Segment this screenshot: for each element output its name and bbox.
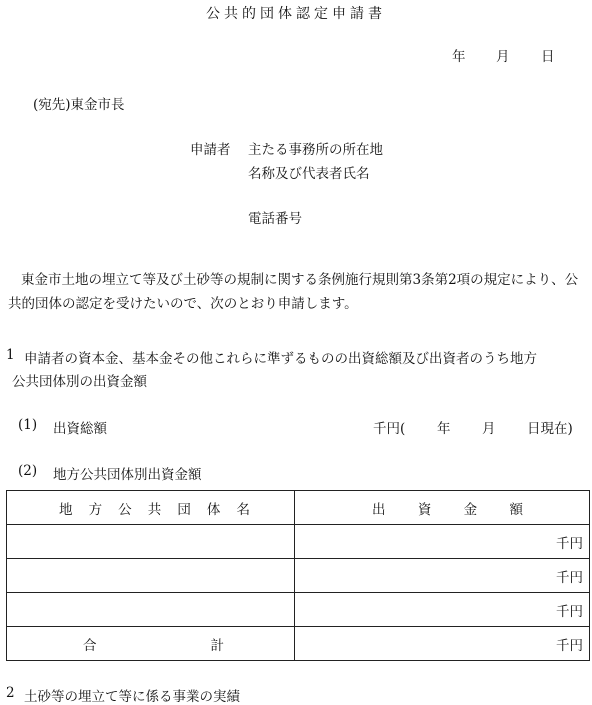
item1-month: 月 xyxy=(482,421,496,437)
header-char: 団 xyxy=(177,501,191,518)
row-amount-cell[interactable] xyxy=(295,525,590,559)
table-row xyxy=(7,593,590,627)
row-name-cell[interactable] xyxy=(7,593,295,627)
header-char: 共 xyxy=(147,501,162,518)
table-row xyxy=(7,525,590,559)
applicant-office-address: 主たる事務所の所在地 xyxy=(248,142,383,158)
header-char: 額 xyxy=(509,501,523,518)
row-name-cell[interactable] xyxy=(7,559,295,593)
total-char: 合 xyxy=(83,637,97,654)
header-char: 名 xyxy=(236,501,250,518)
item2-label: 地方公共団体別出資金額 xyxy=(53,467,202,483)
header-name-cell xyxy=(7,491,295,525)
amount-unit: 千円 xyxy=(556,603,583,620)
amount-unit: 千円 xyxy=(556,569,583,586)
item1-year: 年 xyxy=(437,421,451,437)
item1-unit: 千円( xyxy=(373,421,406,437)
section1-number: 1 xyxy=(6,347,15,363)
date-month: 月 xyxy=(496,49,510,65)
header-char: 地 xyxy=(59,501,73,518)
item1-label: 出資総額 xyxy=(53,421,107,437)
body-paragraph: 東金市土地の埋立て等及び土砂等の規制に関する条例施行規則第3条第2項の規定により、公共的団体の認定を受けたいので、次のとおり申請します。 xyxy=(8,272,579,312)
amount-unit: 千円 xyxy=(556,535,583,552)
total-char: 計 xyxy=(210,637,224,654)
section1-text-line1: 申請者の資本金、基本金その他これらに準ずるものの出資総額及び出資者のうち地方 xyxy=(24,351,537,367)
header-char: 金 xyxy=(463,501,478,518)
header-char: 体 xyxy=(206,501,221,518)
addressee: (宛先)東金市長 xyxy=(33,97,125,113)
item1-number: (1) xyxy=(18,417,38,433)
applicant-label: 申請者 xyxy=(190,142,231,158)
applicant-phone: 電話番号 xyxy=(248,211,302,227)
header-char: 方 xyxy=(88,501,103,518)
header-amount-cell xyxy=(295,491,590,525)
item2-number: (2) xyxy=(18,463,38,479)
section2-number: 2 xyxy=(6,685,15,701)
amount-unit: 千円 xyxy=(556,637,583,654)
header-char: 出 xyxy=(372,501,386,518)
total-label-cell xyxy=(7,627,295,661)
applicant-name: 名称及び代表者氏名 xyxy=(248,166,370,182)
header-char: 資 xyxy=(417,501,432,518)
section2-text: 土砂等の埋立て等に係る事業の実績 xyxy=(24,689,240,705)
section1-text-line2: 公共団体別の出資金額 xyxy=(12,374,147,390)
row-name-cell[interactable] xyxy=(7,525,295,559)
row-amount-cell[interactable] xyxy=(295,559,590,593)
table-header-row xyxy=(7,491,590,525)
page-title: 公共的団体認定申請書 xyxy=(206,6,386,22)
item1-as-of: 日現在) xyxy=(527,421,573,437)
date-year: 年 xyxy=(452,49,466,65)
table-total-row xyxy=(7,627,590,661)
header-char: 公 xyxy=(118,501,132,518)
total-amount-cell[interactable] xyxy=(295,627,590,661)
table-row xyxy=(7,559,590,593)
row-amount-cell[interactable] xyxy=(295,593,590,627)
contribution-table xyxy=(6,490,590,661)
date-day: 日 xyxy=(541,49,555,65)
